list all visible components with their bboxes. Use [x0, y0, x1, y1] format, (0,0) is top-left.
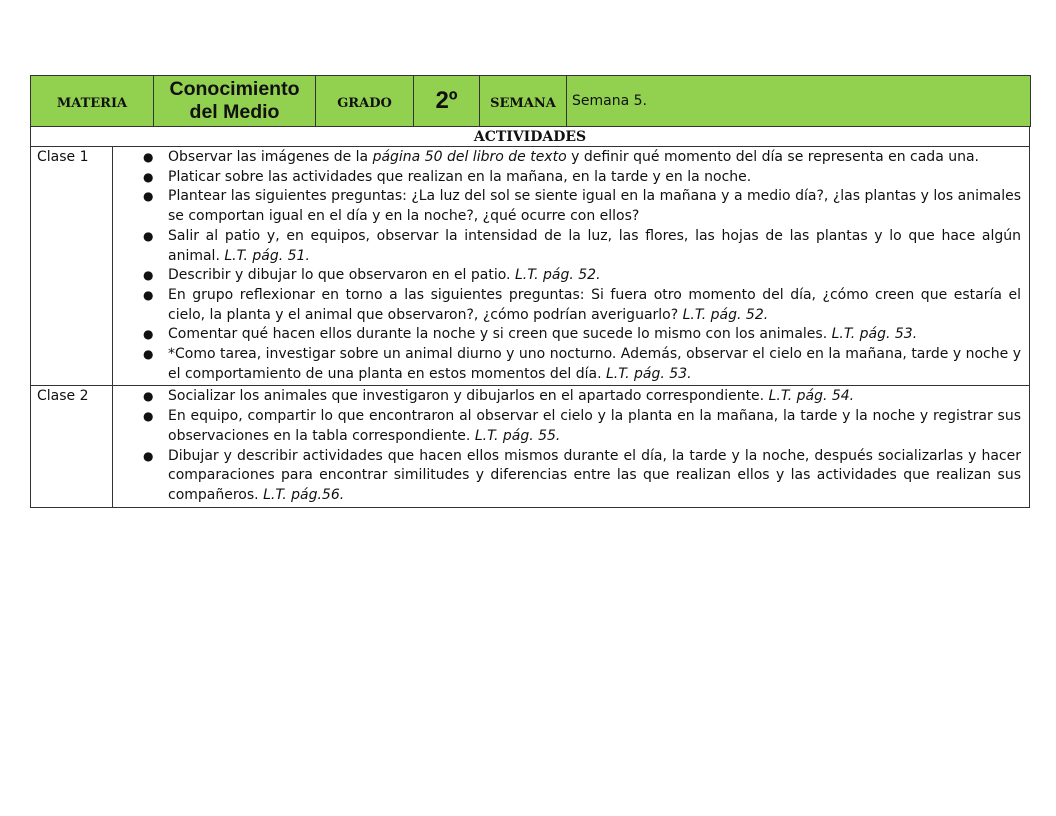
header-row [31, 76, 1031, 127]
activity-text: Salir al patio y, en equipos, observar la intensidad de la luz, las flores, las hojas de las plantas y lo que hace algún animal. [168, 227, 1021, 264]
semana-label-cell [480, 76, 567, 127]
activity-reference: L.T. pág. 52. [514, 267, 601, 284]
grado-label-cell [316, 76, 414, 127]
bullet-icon: ● [143, 287, 154, 302]
activity-text: En equipo, compartir lo que encontraron al observar el cielo y la planta en la mañana, la tarde y la noche y registrar sus observaciones en la tabla correspondiente. [168, 408, 1021, 444]
class-label: Clase 2 [31, 386, 113, 506]
activity-list [113, 147, 1029, 385]
grado-value: 2º [435, 87, 458, 114]
bullet-icon: ● [143, 268, 154, 283]
activity-reference: L.T. pág. 53. [606, 365, 692, 382]
class-label: Clase 1 [31, 147, 113, 385]
activity-text: Observar las imágenes de la [168, 149, 373, 165]
activity-reference: L.T. pág. 53. [831, 326, 918, 343]
materia-label: MATERIA [56, 95, 128, 111]
activity-item [113, 286, 1021, 325]
activity-item [113, 187, 1021, 226]
bullet-icon: ● [143, 189, 154, 204]
semana-value-cell [567, 76, 1031, 127]
class-row-1 [30, 147, 1030, 386]
activity-item [113, 407, 1021, 446]
grado-label: GRADO [337, 95, 392, 111]
semana-value: Semana 5. [572, 93, 647, 109]
activity-text: y definir qué momento del día se representa en cada una. [566, 149, 979, 165]
activity-item [113, 447, 1021, 506]
materia-value-cell [154, 76, 316, 127]
bullet-icon: ● [143, 327, 154, 342]
activity-text: En grupo reflexionar en torno a las siguientes preguntas: Si fuera otro momento del día, ¿cómo creen que estaría el cielo, la planta y el animal que observaron?, ¿cómo podrían averiguarlo? [168, 286, 1021, 323]
bullet-icon: ● [143, 448, 154, 463]
activity-text: *Como tarea, investigar sobre un animal diurno y uno nocturno. Además, observar el cielo en la mañana, tarde y noche y el comportamiento de una planta en estos momentos del día. [168, 346, 1021, 382]
bullet-icon: ● [143, 347, 154, 362]
activity-text: Describir y dibujar lo que observaron en el patio. [168, 267, 515, 284]
activity-text: Platicar sobre las actividades que realizan en la mañana, en la tarde y en la noche. [168, 168, 752, 185]
activity-item [113, 148, 1021, 168]
activity-reference: L.T. pág. 51. [224, 247, 310, 264]
activity-reference: L.T. pág. 54. [768, 388, 855, 405]
activity-text: Plantear las siguientes preguntas: ¿La luz del sol se siente igual en la mañana y a medio día?, ¿las plantas y los animales se comportan igual en el día y en la noche?, ¿qué ocurre con ellos? [168, 188, 1021, 225]
materia-label-cell [31, 76, 154, 127]
actividades-title: ACTIVIDADES [30, 127, 1030, 147]
materia-value [154, 78, 315, 124]
lesson-plan-sheet [30, 75, 1030, 508]
activity-reference: L.T. pág.56. [263, 486, 345, 503]
activity-item [113, 266, 1021, 286]
activity-text: Dibujar y describir actividades que hacen ellos mismos durante el día, la tarde y la noche, después socializarlas y hacer comparaciones para encontrar similitudes y diferencias entre las que realizan ellos y las actividades que realizan sus compañeros. [168, 447, 1021, 503]
activity-item [113, 168, 1021, 188]
bullet-icon: ● [143, 409, 154, 424]
bullet-icon: ● [143, 150, 154, 164]
class-row-2 [30, 386, 1030, 507]
class-activities [113, 147, 1029, 385]
grado-value-cell [414, 76, 480, 127]
activity-reference: L.T. pág. 52. [682, 306, 769, 323]
semana-label: SEMANA [490, 95, 556, 111]
activity-list [113, 386, 1029, 506]
activity-item [113, 325, 1021, 345]
header-table [30, 75, 1031, 127]
materia-value-line2: del Medio [189, 101, 280, 123]
class-activities [113, 386, 1029, 506]
materia-value-line1: Conocimiento [169, 78, 300, 100]
activity-item [113, 345, 1021, 384]
activity-item [113, 387, 1021, 407]
bullet-icon: ● [143, 169, 154, 184]
activity-text: Comentar qué hacen ellos durante la noche y si creen que sucede lo mismo con los animales. [168, 326, 832, 343]
activity-item [113, 227, 1021, 266]
activity-text: Socializar los animales que investigaron y dibujarlos en el apartado correspondiente. [168, 388, 769, 405]
activity-reference: L.T. pág. 55. [474, 427, 561, 444]
activity-reference: página 50 del libro de texto [372, 149, 567, 165]
bullet-icon: ● [143, 228, 154, 243]
bullet-icon: ● [143, 389, 154, 404]
